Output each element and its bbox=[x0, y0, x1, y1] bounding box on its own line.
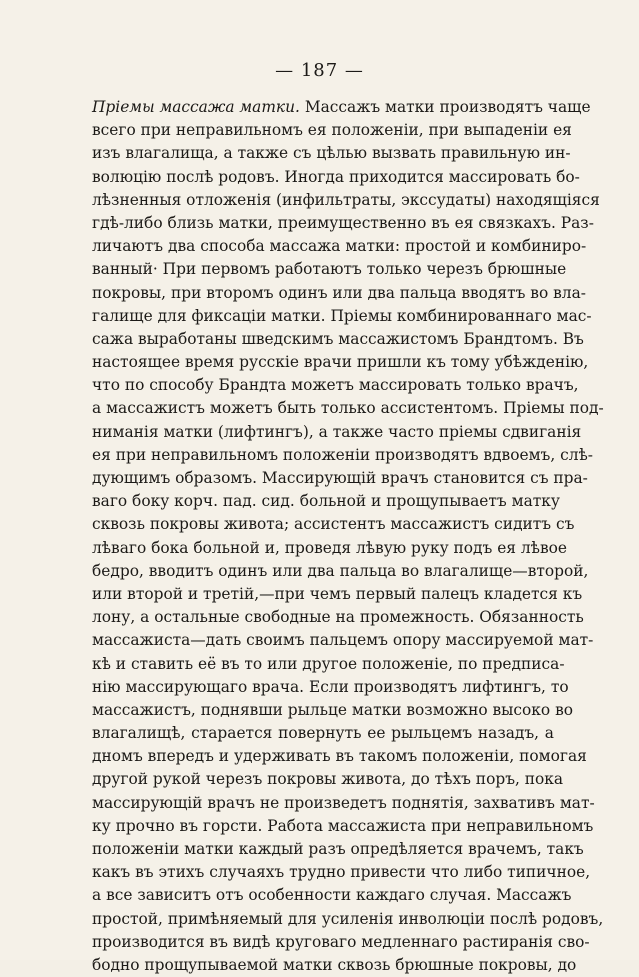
text-line: простой, примѣняемый для усиленiя инволюцiи послѣ родовъ, bbox=[92, 909, 604, 928]
text-line: гдѣ-либо близь матки, преимущественно въ ея связкахъ. Раз- bbox=[92, 213, 594, 232]
text-lines bbox=[92, 119, 604, 977]
text-line: массажиста—дать своимъ пальцемъ опору массируемой мат- bbox=[92, 631, 594, 650]
text-line: ея при неправильномъ положенiи производятъ вдвоемъ, слѣ- bbox=[92, 445, 593, 464]
text-line: лѣваго бока больной и, проведя лѣвую руку подъ ея лѣвое bbox=[92, 538, 568, 557]
text-line: какъ въ этихъ случаяхъ трудно привести что либо типичное, bbox=[92, 863, 591, 882]
text-line: покровы, при второмъ одинъ или два пальца вводятъ во вла- bbox=[92, 283, 586, 302]
text-line: а массажистъ можетъ быть только ассистентомъ. Прiемы под- bbox=[92, 399, 604, 418]
text-line: настоящее время русскiе врачи пришли къ тому убѣжденiю, bbox=[92, 353, 589, 372]
text-line: а все зависитъ отъ особенности каждаго случая. Массажъ bbox=[92, 886, 572, 905]
text-line: сквозь покровы живота; ассистентъ массажистъ сидитъ съ bbox=[92, 515, 575, 534]
text-line: массажистъ, поднявши рыльце матки возможно высоко во bbox=[92, 700, 574, 719]
first-line-rest: Массажъ матки производятъ чаще bbox=[299, 98, 591, 116]
text-line: кѣ и ставить её въ то или другое положенiе, по предписа- bbox=[92, 654, 565, 673]
text-line: массирующiй врачъ не произведетъ поднятiя, захвативъ мат- bbox=[92, 793, 595, 812]
text-line: дующимъ образомъ. Массирующiй врачъ становится съ пра- bbox=[92, 469, 588, 487]
text-line: всего при неправильномъ ея положенiи, при выпаденiи ея bbox=[92, 121, 572, 140]
section-heading: Пріемы массажа матки. bbox=[92, 98, 300, 116]
text-line: личаютъ два способа массажа матки: простой и комбиниро- bbox=[92, 237, 587, 256]
text-line: лону, а остальные свободные на промежность. Обязанность bbox=[92, 608, 584, 627]
body-text bbox=[92, 96, 604, 977]
text-line: галище для фиксацiи матки. Прiемы комбинированнаго мас- bbox=[92, 306, 592, 325]
text-line-first bbox=[92, 96, 591, 119]
text-line: ваго боку корч. пад. сид. больной и прощупываетъ матку bbox=[92, 492, 560, 511]
text-line: волюцiю послѣ родовъ. Иногда приходится массировать бо- bbox=[92, 167, 580, 186]
text-line: изъ влагалища, а также съ цѣлью вызвать правильную ин- bbox=[92, 144, 571, 163]
text-line: ку прочно въ горсти. Работа массажиста при неправильномъ bbox=[92, 816, 594, 835]
text-line: положенiи матки каждый разъ опредѣляется врачемъ, такъ bbox=[92, 840, 584, 858]
text-line: производится въ видѣ круговаго медленнаго растиранiя сво- bbox=[92, 932, 590, 951]
text-line: или второй и третiй,—при чемъ первый палецъ кладется къ bbox=[92, 584, 583, 603]
text-line: нiю массирующаго врача. Если производятъ лифтингъ, то bbox=[92, 677, 569, 696]
text-line: дномъ впередъ и удерживать въ такомъ положенiи, помогая bbox=[92, 747, 587, 766]
text-line: бедро, вводитъ одинъ или два пальца во влагалище—второй, bbox=[92, 561, 589, 580]
text-line: ниманiя матки (лифтингъ), а также часто прiемы сдвиганiя bbox=[92, 422, 582, 441]
page-number: — 187 — bbox=[275, 60, 364, 81]
text-line: что по способу Брандта можетъ массировать только врачъ, bbox=[92, 376, 579, 395]
text-line: другой рукой черезъ покровы живота, до тѣхъ поръ, пока bbox=[92, 770, 564, 789]
text-line: сажа выработаны шведскимъ массажистомъ Брандтомъ. Въ bbox=[92, 329, 584, 348]
text-line: влагалищѣ, старается повернуть ее рыльцемъ назадъ, а bbox=[92, 724, 554, 743]
text-line: ванный· При первомъ работаютъ только черезъ брюшные bbox=[92, 260, 567, 279]
text-line: лѣзненныя отложенiя (инфильтраты, экссудаты) находящiяся bbox=[92, 190, 600, 209]
text-line: бодно прощупываемой матки сквозь брюшные покровы, до bbox=[92, 955, 577, 974]
